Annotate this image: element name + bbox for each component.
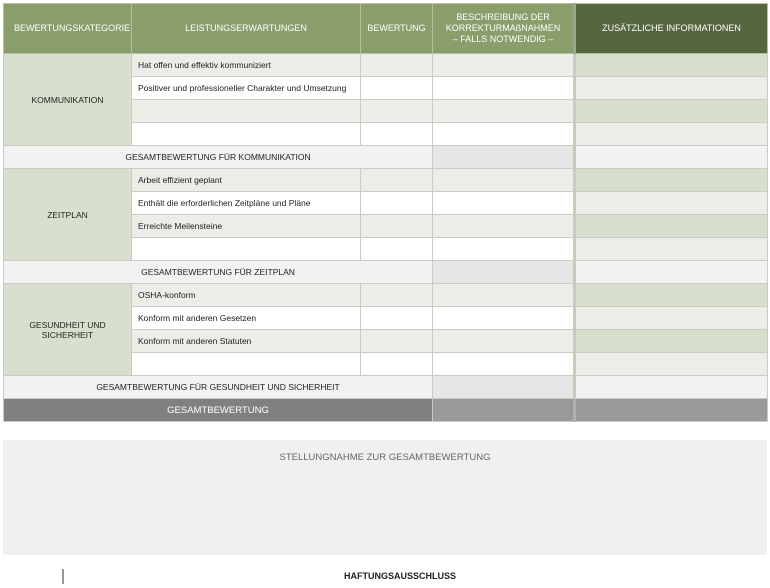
corrective-cell[interactable] <box>433 192 575 215</box>
header-additional-info: ZUSÄTZLICHE INFORMATIONEN <box>575 4 768 54</box>
header-corrective-line1: BESCHREIBUNG DER <box>456 12 550 22</box>
corrective-cell[interactable] <box>433 77 575 100</box>
header-rating: BEWERTUNG <box>361 4 433 54</box>
grand-total-label: GESAMTBEWERTUNG <box>4 399 433 422</box>
corrective-cell[interactable] <box>433 284 575 307</box>
rating-cell[interactable] <box>361 307 433 330</box>
header-category: BEWERTUNGSKATEGORIE <box>4 4 132 54</box>
rating-cell[interactable] <box>361 100 433 123</box>
expectation-cell[interactable] <box>132 353 361 376</box>
additional-info-cell[interactable] <box>575 77 768 100</box>
category-gesundheit-sicherheit: GESUNDHEIT UND SICHERHEIT <box>4 284 132 376</box>
section-total-row <box>4 376 768 399</box>
rating-cell[interactable] <box>361 192 433 215</box>
additional-info-cell[interactable] <box>575 330 768 353</box>
header-expectations: LEISTUNGSERWARTUNGEN <box>132 4 361 54</box>
rating-cell[interactable] <box>361 330 433 353</box>
total-corrective-cell[interactable] <box>433 146 575 169</box>
expectation-cell[interactable]: Konform mit anderen Gesetzen <box>132 307 361 330</box>
corrective-cell[interactable] <box>433 215 575 238</box>
disclaimer-heading: HAFTUNGSAUSSCHLUSS <box>343 571 456 581</box>
additional-info-cell[interactable] <box>575 192 768 215</box>
rating-cell[interactable] <box>361 353 433 376</box>
expectation-cell[interactable] <box>132 238 361 261</box>
rating-cell[interactable] <box>361 284 433 307</box>
expectation-cell[interactable]: Erreichte Meilensteine <box>132 215 361 238</box>
additional-info-cell[interactable] <box>575 353 768 376</box>
table-row <box>4 54 768 77</box>
evaluation-table <box>3 3 768 422</box>
statement-label: STELLUNGNAHME ZUR GESAMTBEWERTUNG <box>279 452 491 463</box>
rating-cell[interactable] <box>361 169 433 192</box>
expectation-cell[interactable] <box>132 100 361 123</box>
expectation-cell[interactable]: Hat offen und effektiv kommuniziert <box>132 54 361 77</box>
grand-total-corrective-cell[interactable] <box>433 399 575 422</box>
header-corrective-line3: – FALLS NOTWENDIG – <box>452 34 554 44</box>
additional-info-cell[interactable] <box>575 307 768 330</box>
expectation-cell[interactable]: Enthält die erforderlichen Zeitpläne und Pläne <box>132 192 361 215</box>
header-corrective-line2: KORREKTURMAßNAHMEN <box>445 23 561 33</box>
rating-cell[interactable] <box>361 123 433 146</box>
grand-total-additional-cell[interactable] <box>575 399 768 422</box>
additional-info-cell[interactable] <box>575 54 768 77</box>
total-additional-cell[interactable] <box>575 376 768 399</box>
expectation-cell[interactable]: Konform mit anderen Statuten <box>132 330 361 353</box>
total-label-kommunikation: GESAMTBEWERTUNG FÜR KOMMUNIKATION <box>4 146 433 169</box>
header-corrective-actions <box>433 4 575 54</box>
overall-statement-box[interactable] <box>3 440 767 555</box>
additional-info-cell[interactable] <box>575 238 768 261</box>
additional-info-cell[interactable] <box>575 284 768 307</box>
additional-info-cell[interactable] <box>575 100 768 123</box>
rating-cell[interactable] <box>361 215 433 238</box>
total-additional-cell[interactable] <box>575 146 768 169</box>
expectation-cell[interactable]: Arbeit effizient geplant <box>132 169 361 192</box>
section-total-row <box>4 146 768 169</box>
category-zeitplan: ZEITPLAN <box>4 169 132 261</box>
expectation-cell[interactable] <box>132 123 361 146</box>
category-kommunikation: KOMMUNIKATION <box>4 54 132 146</box>
corrective-cell[interactable] <box>433 169 575 192</box>
total-label-gesundheit-sicherheit: GESAMTBEWERTUNG FÜR GESUNDHEIT UND SICHERHEIT <box>4 376 433 399</box>
section-total-row <box>4 261 768 284</box>
rating-cell[interactable] <box>361 77 433 100</box>
total-additional-cell[interactable] <box>575 261 768 284</box>
table-row <box>4 169 768 192</box>
table-row <box>4 284 768 307</box>
corrective-cell[interactable] <box>433 100 575 123</box>
corrective-cell[interactable] <box>433 54 575 77</box>
rating-cell[interactable] <box>361 54 433 77</box>
table-header-row <box>4 4 768 54</box>
total-corrective-cell[interactable] <box>433 376 575 399</box>
additional-info-cell[interactable] <box>575 215 768 238</box>
corrective-cell[interactable] <box>433 123 575 146</box>
corrective-cell[interactable] <box>433 330 575 353</box>
corrective-cell[interactable] <box>433 238 575 261</box>
additional-info-cell[interactable] <box>575 123 768 146</box>
rating-cell[interactable] <box>361 238 433 261</box>
total-corrective-cell[interactable] <box>433 261 575 284</box>
grand-total-row <box>4 399 768 422</box>
additional-info-cell[interactable] <box>575 169 768 192</box>
total-label-zeitplan: GESAMTBEWERTUNG FÜR ZEITPLAN <box>4 261 433 284</box>
expectation-cell[interactable]: Positiver und professioneller Charakter und Umsetzung <box>132 77 361 100</box>
corrective-cell[interactable] <box>433 353 575 376</box>
expectation-cell[interactable]: OSHA-konform <box>132 284 361 307</box>
corrective-cell[interactable] <box>433 307 575 330</box>
